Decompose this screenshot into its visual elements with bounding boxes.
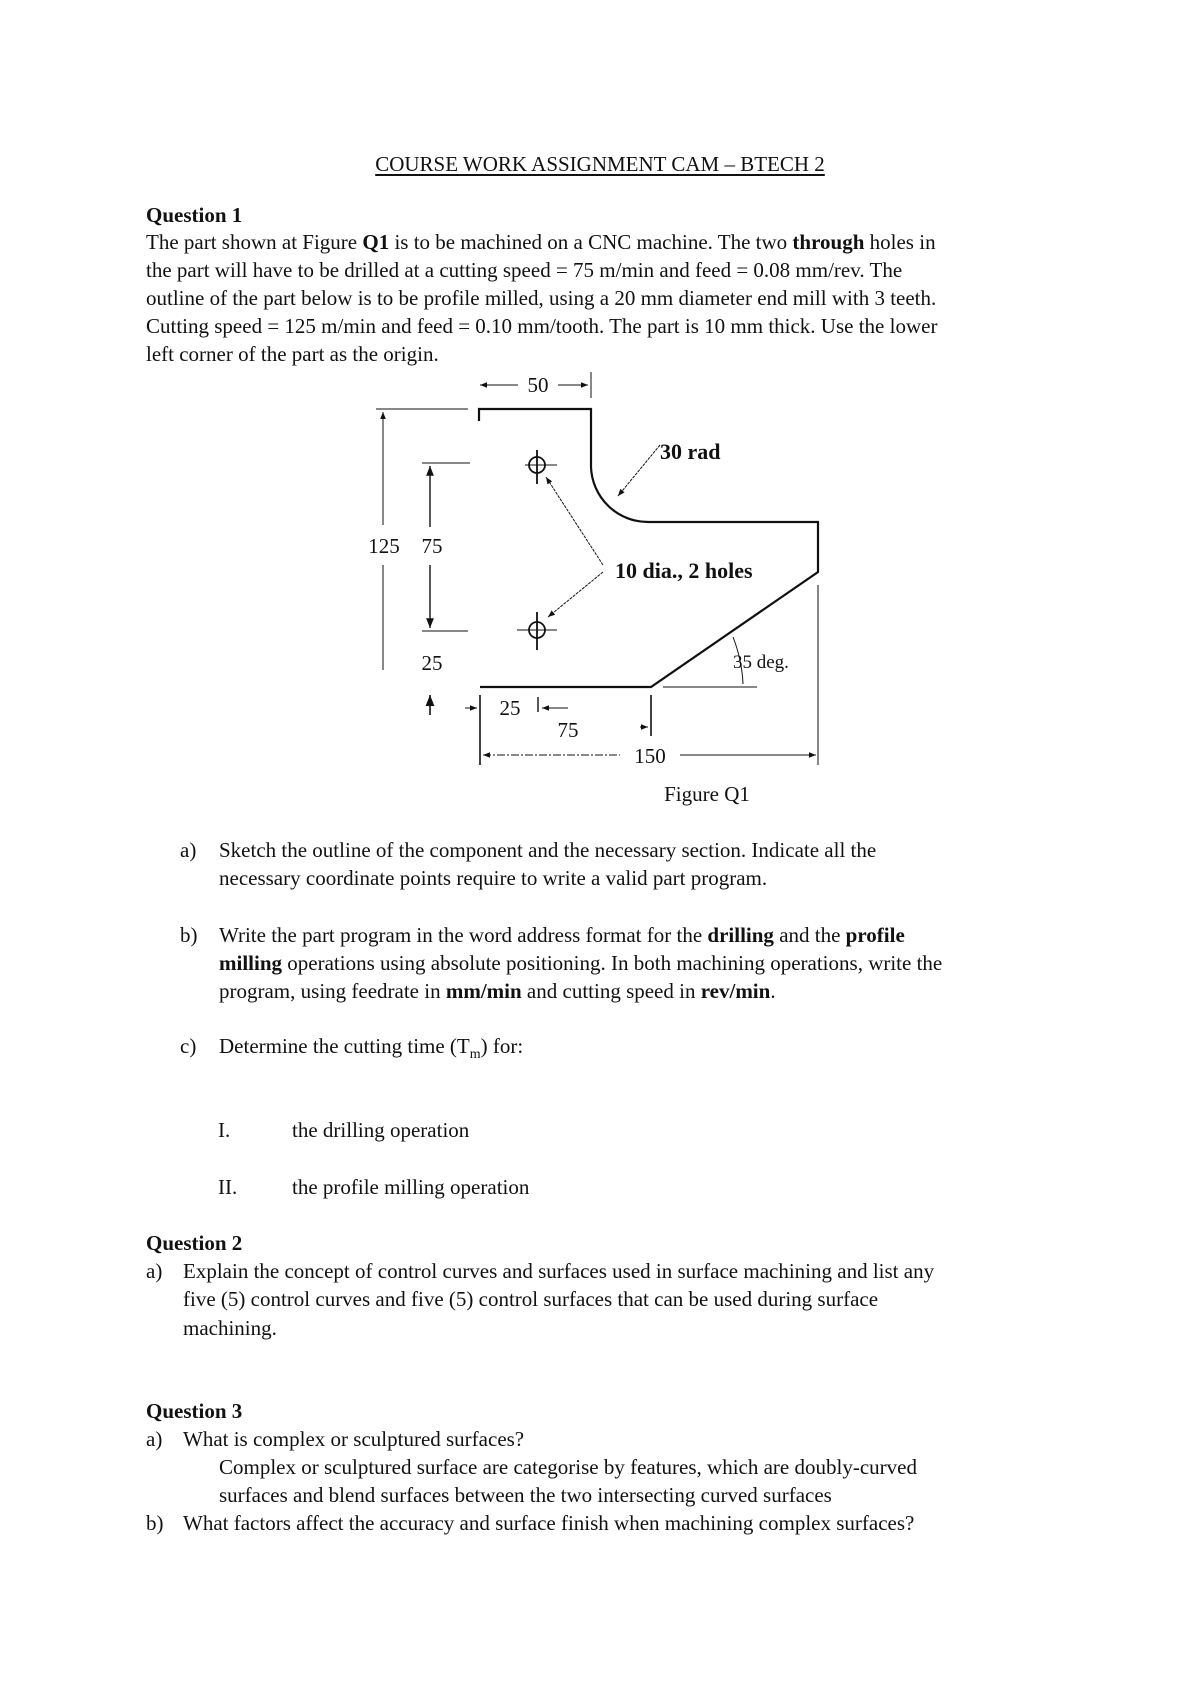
- radius-label: 30 rad: [660, 439, 721, 464]
- item-label: c): [180, 1034, 197, 1058]
- paragraph-line: outline of the part below is to be profile milled, using a 20 mm diameter end mill with 3 teeth.: [146, 286, 937, 310]
- paragraph-line: The part shown at Figure Q1 is to be machined on a CNC machine. The two through holes in: [146, 230, 936, 254]
- paragraph-line: left corner of the part as the origin.: [146, 342, 439, 366]
- item-text: What factors affect the accuracy and surface finish when machining complex surfaces?: [183, 1511, 915, 1535]
- question-3-heading: Question 3: [146, 1399, 243, 1423]
- item-text: milling operations using absolute positioning. In both machining operations, write the: [219, 951, 943, 975]
- hole-bottom: [517, 612, 557, 650]
- dim-150-label: 150: [634, 744, 666, 768]
- answer-text: surfaces and blend surfaces between the two intersecting curved surfaces: [219, 1483, 832, 1507]
- item-text: Explain the concept of control curves and surfaces used in surface machining and list any: [183, 1259, 935, 1283]
- paragraph-line: Cutting speed = 125 m/min and feed = 0.10 mm/tooth. The part is 10 mm thick. Use the lower: [146, 314, 938, 338]
- item-label: a): [146, 1427, 163, 1451]
- dim-50-label: 50: [527, 373, 549, 397]
- angle-label: 35 deg.: [733, 652, 789, 673]
- question-2-heading: Question 2: [146, 1231, 243, 1255]
- roman-label: I.: [218, 1118, 231, 1142]
- dim-25-horizontal-label: 25: [499, 696, 521, 720]
- dim-75-horizontal-label: 75: [557, 718, 579, 742]
- sub-item-text: the drilling operation: [292, 1118, 470, 1142]
- item-text: program, using feedrate in mm/min and cutting speed in rev/min.: [219, 979, 776, 1003]
- dim-25-vertical-label: 25: [421, 651, 443, 675]
- answer-text: Complex or sculptured surface are categorise by features, which are doubly-curved: [219, 1455, 917, 1479]
- item-text: Sketch the outline of the component and the necessary section. Indicate all the: [219, 838, 877, 862]
- figure-caption: Figure Q1: [664, 782, 750, 806]
- title-text: COURSE WORK ASSIGNMENT CAM – BTECH 2: [375, 152, 825, 176]
- item-text: What is complex or sculptured surfaces?: [183, 1427, 525, 1451]
- item-text: machining.: [183, 1316, 277, 1340]
- item-label: b): [180, 923, 198, 947]
- dim-125-label: 125: [368, 534, 400, 558]
- question-1-heading: Question 1: [146, 203, 243, 227]
- item-text: five (5) control curves and five (5) control surfaces that can be used during surface: [183, 1287, 879, 1311]
- roman-label: II.: [218, 1175, 238, 1199]
- item-label: a): [180, 838, 197, 862]
- dim-75-label: 75: [421, 534, 443, 558]
- item-text: Determine the cutting time $(T_m)$ for:: [219, 1034, 524, 1063]
- item-label: a): [146, 1259, 163, 1283]
- hole-top: [525, 450, 557, 484]
- holes-label: 10 dia., 2 holes: [615, 558, 753, 583]
- item-text: Write the part program in the word address format for the drilling and the profile: [219, 923, 905, 947]
- sub-item-text: the profile milling operation: [292, 1175, 530, 1199]
- paragraph-line: the part will have to be drilled at a cutting speed = 75 m/min and feed = 0.08 mm/rev. The: [146, 258, 903, 282]
- part-outline: [479, 409, 818, 687]
- item-text: necessary coordinate points require to write a valid part program.: [219, 866, 768, 890]
- item-label: b): [146, 1511, 164, 1535]
